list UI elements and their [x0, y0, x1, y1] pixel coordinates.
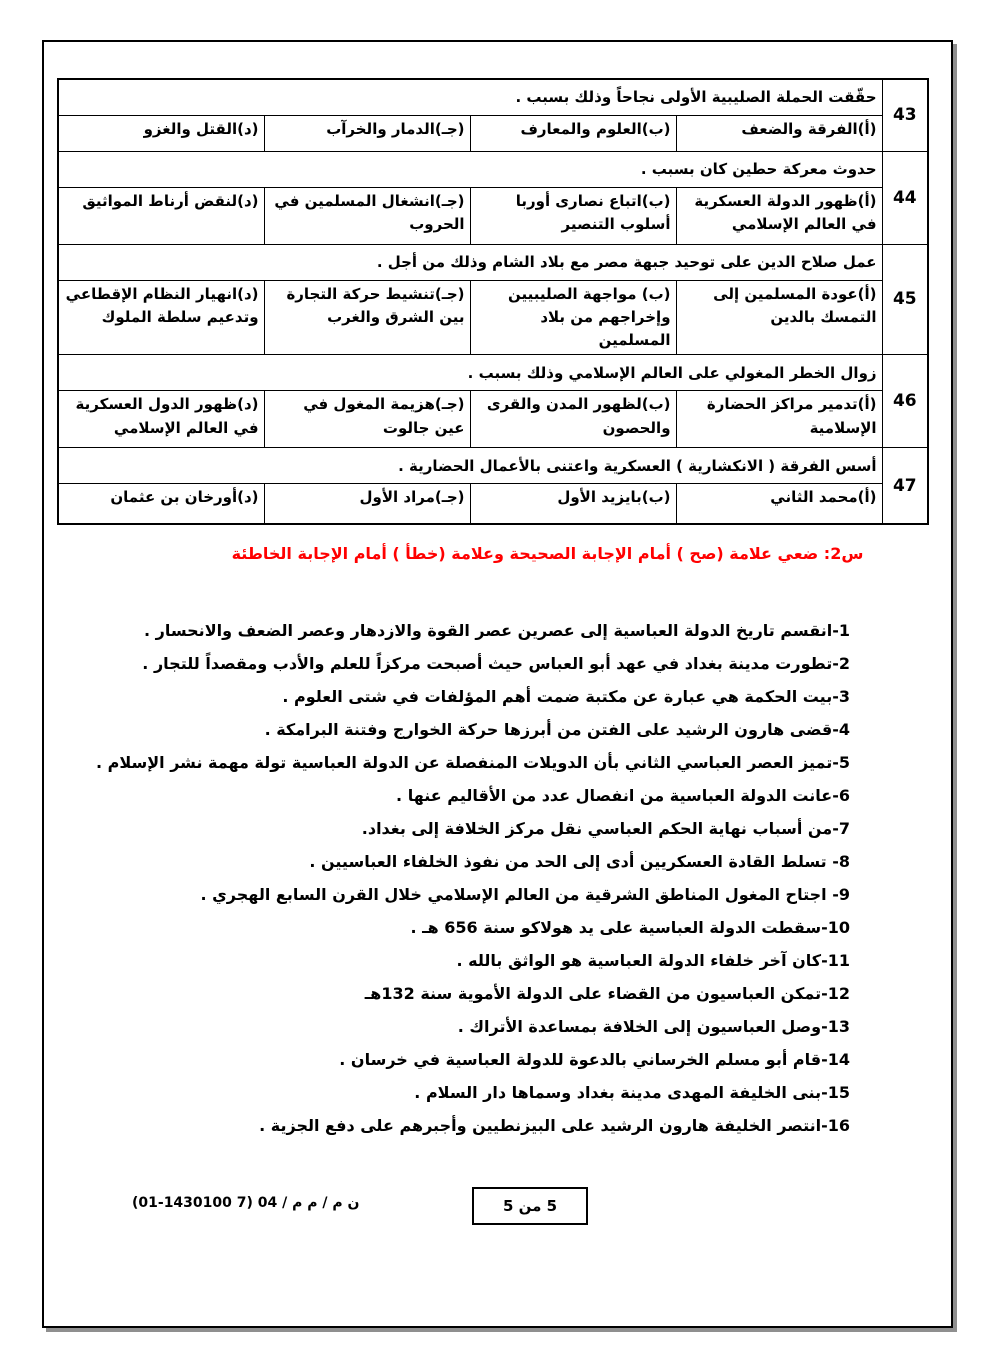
section2-heading: س2: ضعي علامة (صح ) أمام الإجابة الصحيحة وعلامة (خطأ ) أمام الإجابة الخاطئة	[231, 544, 864, 563]
question-text: حدوث معركة حطين كان بسبب .	[58, 151, 882, 187]
tf-statement-16: 16-انتصر الخليفة هارون الرشيد على البيزنطيين وأجبرهم على دفع الجزية .	[259, 1116, 850, 1135]
tf-statement-13: 13-وصل العباسيون إلى الخلافة بمساعدة الأتراك .	[457, 1017, 850, 1036]
page-border-frame	[42, 40, 953, 1328]
question-text: أسس الفرقة ( الانكشارية ) العسكرية واعتنى بالأعمال الحضارية .	[58, 448, 882, 484]
question-row	[58, 448, 928, 484]
option-b: (ب) مواجهة الصليبيين وإخراجهم من بلاد المسلمين	[470, 280, 676, 355]
question-row	[58, 79, 928, 115]
option-b: (ب)اتباع نصارى أوربا أسلوب التنصير	[470, 187, 676, 244]
option-c: (جـ)مراد الأول	[264, 484, 470, 524]
question-number: 43	[882, 79, 928, 151]
option-b: (ب)لظهور المدن والقرى والحصون	[470, 391, 676, 448]
tf-statement-10: 10-سقطت الدولة العباسية على يد هولاكو سنة 656 هـ .	[410, 918, 850, 937]
page-number-box	[472, 1187, 588, 1225]
tf-statement-8: 8- تسلط القادة العسكريين أدى إلى الحد من نفوذ الخلفاء العباسيين .	[309, 852, 850, 871]
tf-statement-4: 4-قضى هارون الرشيد على الفتن من أبرزها حركة الخوارج وفتنة البرامكة .	[264, 720, 850, 739]
option-c: (جـ)الدمار والخرآب	[264, 115, 470, 151]
mcq-table	[57, 78, 929, 525]
question-number: 44	[882, 151, 928, 244]
question-number: 46	[882, 355, 928, 448]
options-row	[58, 484, 928, 524]
option-b: (ب)العلوم والمعارف	[470, 115, 676, 151]
question-row	[58, 355, 928, 391]
option-d: (د)ظهور الدول العسكرية في العالم الإسلامي	[58, 391, 264, 448]
question-number: 47	[882, 448, 928, 524]
option-a: (أ)الفرقة والضعف	[676, 115, 882, 151]
option-a: (أ)تدمير مراكز الحضارة الإسلامية	[676, 391, 882, 448]
tf-statement-11: 11-كان آخر خلفاء الدولة العباسية هو الواثق بالله .	[456, 951, 850, 970]
tf-statement-12: 12-تمكن العباسيون من القضاء على الدولة الأموية سنة 132هـ	[364, 984, 850, 1003]
options-row	[58, 187, 928, 244]
tf-statement-7: 7-من أسباب نهاية الحكم العباسي نقل مركز الخلافة إلى بغداد.	[361, 819, 850, 838]
tf-statement-1: 1-انقسم تاريخ الدولة العباسية إلى عصرين عصر القوة والازدهار وعصر الضعف والانحسار .	[144, 621, 850, 640]
question-text: عمل صلاح الدين على توحيد جبهة مصر مع بلاد الشام وذلك من أجل .	[58, 244, 882, 280]
option-d: (د)أورخان بن عثمان	[58, 484, 264, 524]
tf-statement-6: 6-عانت الدولة العباسية من انفصال عدد من الأقاليم عنها .	[396, 786, 850, 805]
page-number-label: 5 من 5	[502, 1197, 558, 1215]
option-d: (د)القتل والغزو	[58, 115, 264, 151]
options-row	[58, 391, 928, 448]
question-row	[58, 244, 928, 280]
option-a: (أ)عودة المسلمين إلى التمسك بالدين	[676, 280, 882, 355]
tf-statement-2: 2-تطورت مدينة بغداد في عهد أبو العباس حيث أصبحت مركزاً للعلم والأدب ومقصداً للتجار .	[142, 654, 850, 673]
question-number: 45	[882, 244, 928, 355]
tf-statement-15: 15-بنى الخليفة المهدى مدينة بغداد وسماها دار السلام .	[414, 1083, 850, 1102]
option-a: (أ)محمد الثاني	[676, 484, 882, 524]
option-d: (د)لنقض أرناط المواثيق	[58, 187, 264, 244]
option-c: (جـ)انشغال المسلمين في الحروب	[264, 187, 470, 244]
tf-statement-3: 3-بيت الحكمة هي عبارة عن مكتبة ضمت أهم المؤلفات في شتى العلوم .	[282, 687, 850, 706]
tf-statement-9: 9- اجتاح المغول المناطق الشرقية من العالم الإسلامي خلال القرن السابع الهجري .	[200, 885, 850, 904]
option-b: (ب)بايزيد الأول	[470, 484, 676, 524]
footer-document-code	[132, 1195, 359, 1211]
footer-code-number: (01-1430100 7) 04	[132, 1195, 278, 1211]
tf-statement-14: 14-قام أبو مسلم الخرساني بالدعوة للدولة العباسية في خرسان .	[339, 1050, 850, 1069]
true-false-list	[96, 614, 850, 1142]
option-c: (جـ)هزيمة المغول في عين جالوت	[264, 391, 470, 448]
option-d: (د)انهيار النظام الإقطاعي وتدعيم سلطة الملوك	[58, 280, 264, 355]
tf-statement-5: 5-تميز العصر العباسي الثاني بأن الدويلات المنفصلة عن الدولة العباسية تولة مهمة نشر الإسلام .	[95, 753, 850, 772]
option-a: (أ)ظهور الدولة العسكرية في العالم الإسلامي	[676, 187, 882, 244]
options-row	[58, 280, 928, 355]
option-c: (جـ)تنشيط حركة التجارة بين الشرق والغرب	[264, 280, 470, 355]
question-text: زوال الخطر المغولي على العالم الإسلامي وذلك بسبب .	[58, 355, 882, 391]
options-row	[58, 115, 928, 151]
question-row	[58, 151, 928, 187]
question-text: حقّقت الحملة الصليبية الأولى نجاحاً وذلك بسبب .	[58, 79, 882, 115]
footer-code-arabic: ن م / م م /	[282, 1195, 360, 1211]
